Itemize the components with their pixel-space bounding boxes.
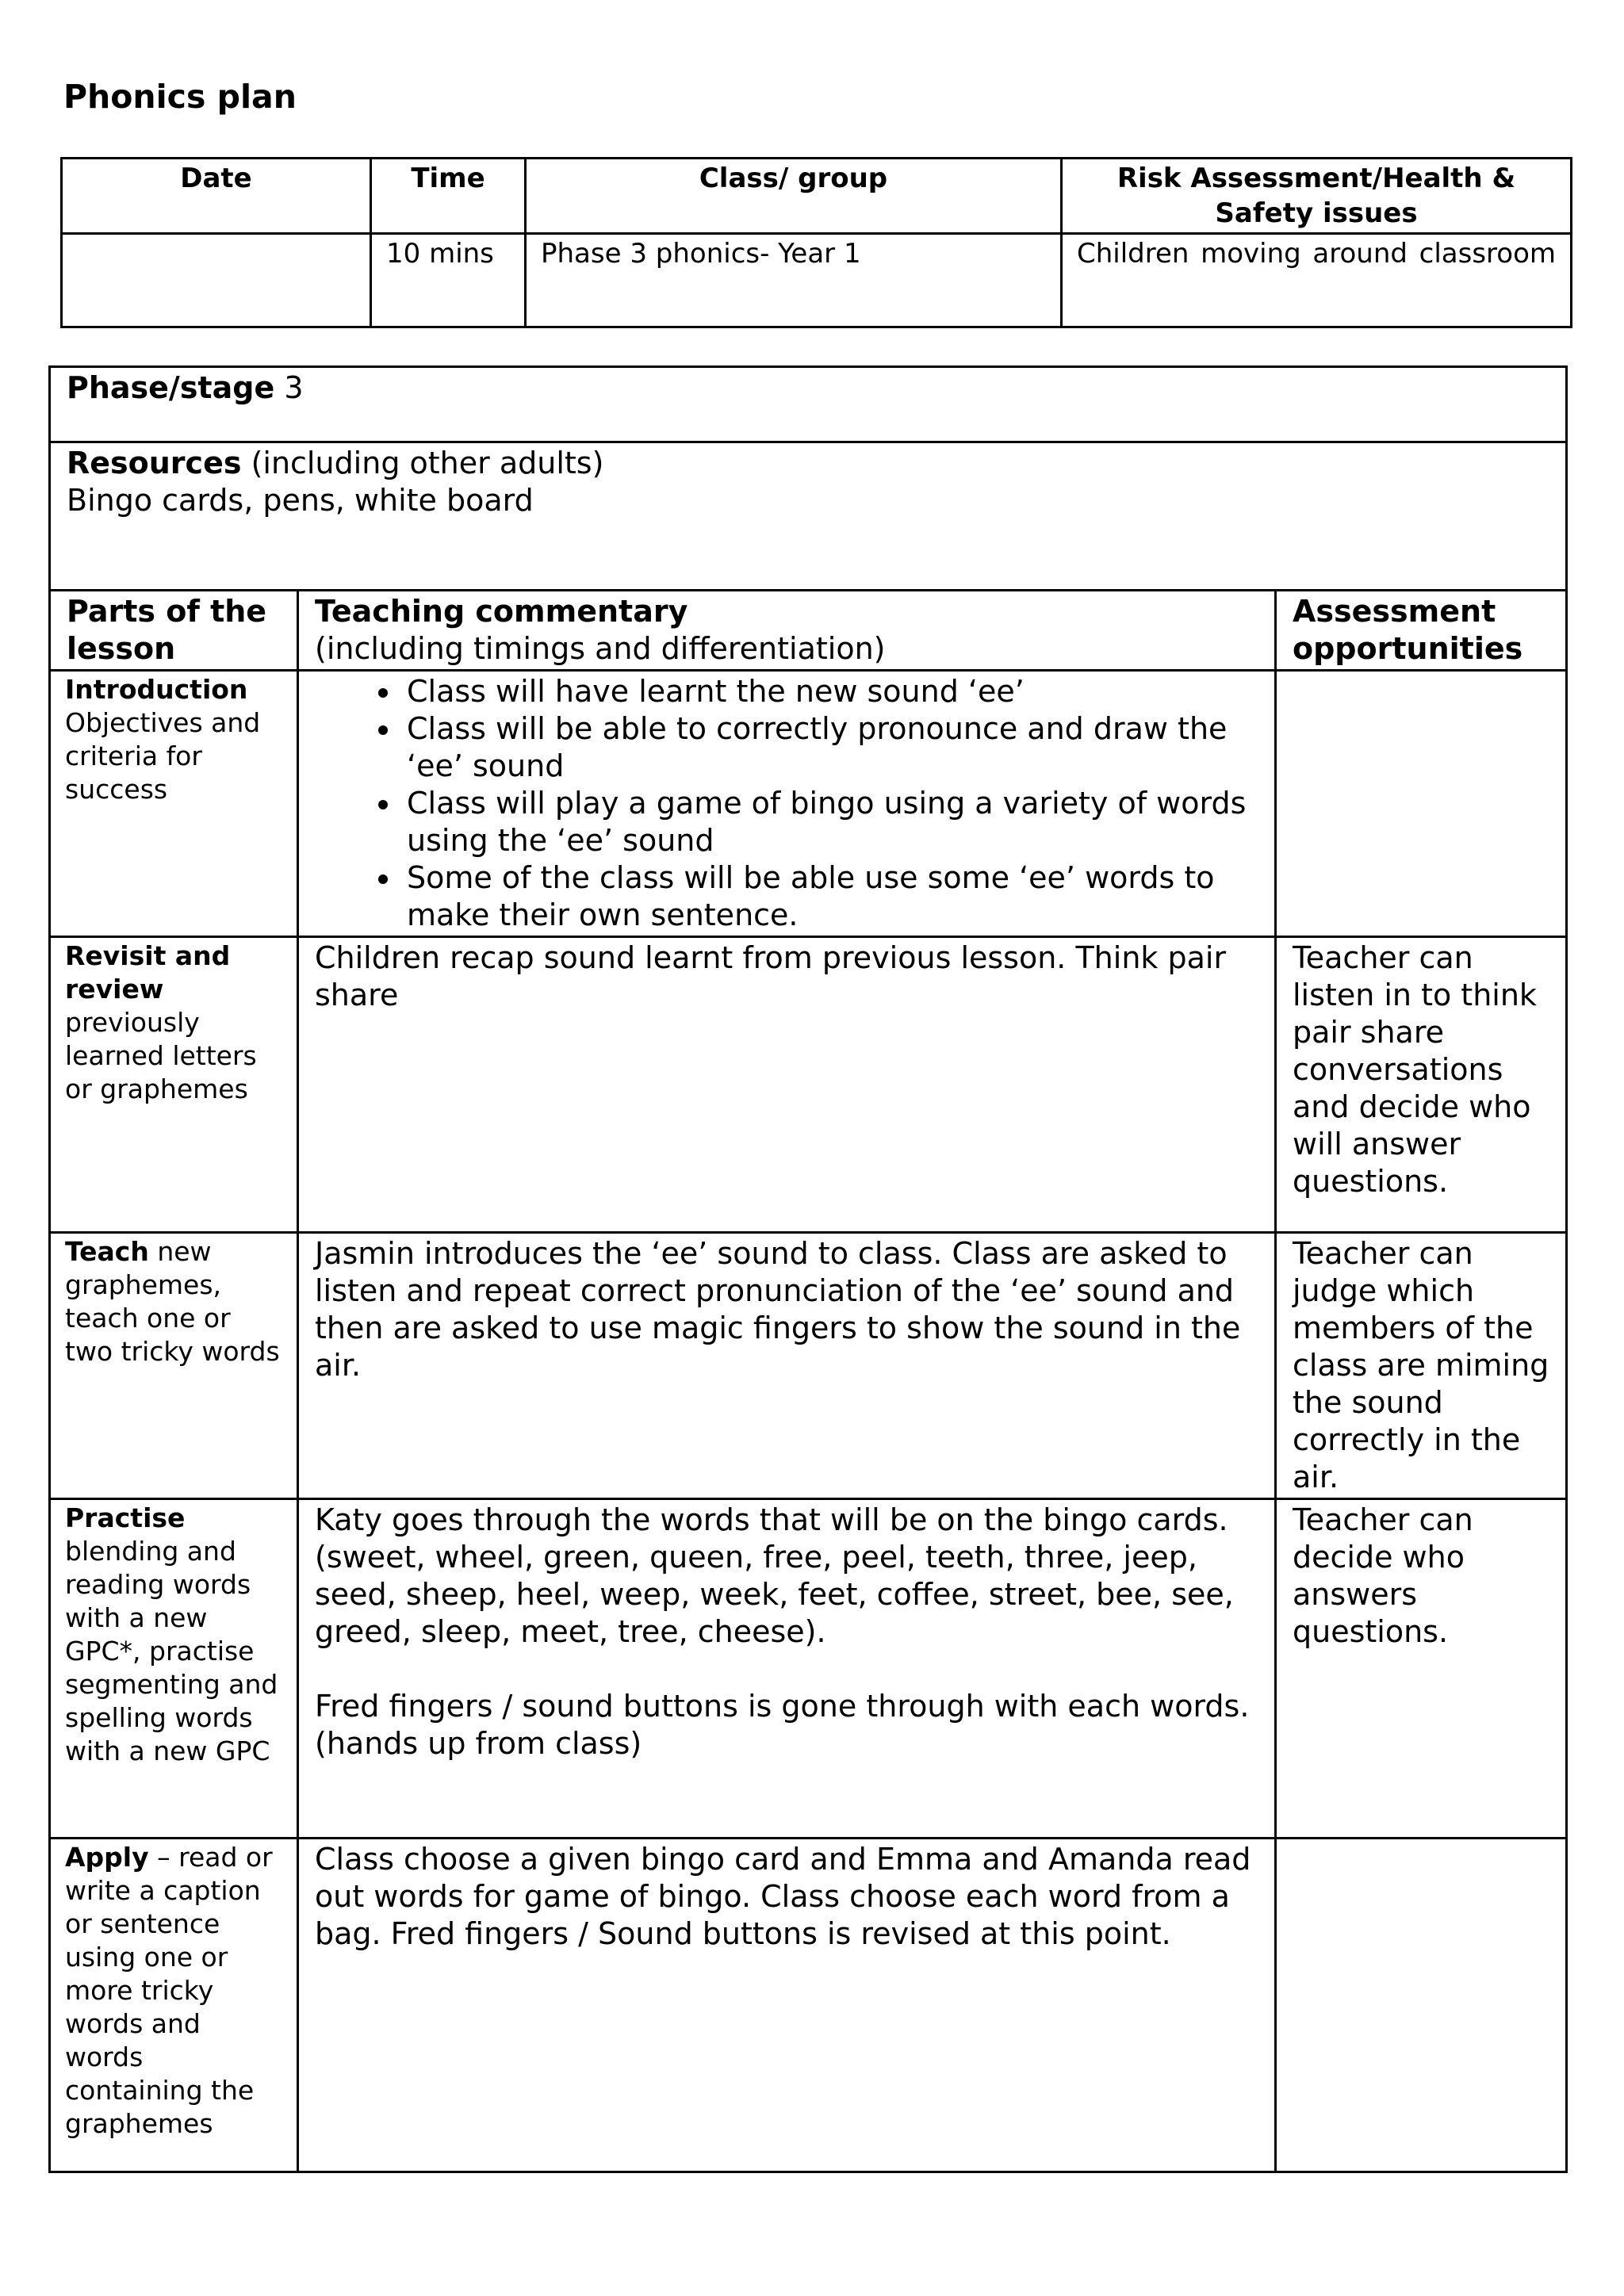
col-parts-header: Parts of the lesson <box>50 591 298 671</box>
list-item: • Class will play a game of bingo using a variety of words using the ‘ee’ sound <box>402 785 1258 859</box>
col-teaching-header <box>298 591 1276 671</box>
part-bold: Apply <box>65 1842 149 1873</box>
resources-value: Bingo cards, pens, white board <box>67 483 534 518</box>
list-item: • Class will have learnt the new sound ‘ee’ <box>402 673 1258 710</box>
row-teach <box>50 1233 1567 1499</box>
part-teach <box>50 1233 298 1499</box>
resources-note: (including other adults) <box>251 446 604 480</box>
objectives-list <box>315 673 1258 934</box>
assessment-apply <box>1276 1839 1567 2172</box>
part-desc: blending and reading words with a new GPC*, practise segmenting and spelling words with a new GPC <box>65 1536 278 1766</box>
teaching-practise <box>298 1499 1276 1839</box>
part-desc: previously learned letters or graphemes <box>65 1007 257 1104</box>
part-apply <box>50 1839 298 2172</box>
part-desc: Objectives and criteria for success <box>65 707 261 805</box>
column-header-row <box>50 591 1567 671</box>
teaching-revisit: Children recap sound learnt from previous lesson. Think pair share <box>298 937 1276 1233</box>
row-revisit <box>50 937 1567 1233</box>
value-date <box>62 234 371 327</box>
teaching-teach: Jasmin introduces the ‘ee’ sound to class. Class are asked to listen and repeat correct pronunciation of the ‘ee’ sound and then are asked to use magic fingers to show the sound in the air. <box>298 1233 1276 1499</box>
header-time: Time <box>371 159 526 234</box>
header-risk-assessment: Risk Assessment/Health & Safety issues <box>1062 159 1572 234</box>
resources-label: Resources <box>67 446 242 480</box>
part-bold: Teach <box>65 1236 149 1267</box>
assessment-revisit: Teacher can listen in to think pair share conversations and decide who will answer questions. <box>1276 937 1567 1233</box>
info-header-row <box>62 159 1572 234</box>
page-title: Phonics plan <box>63 78 297 116</box>
header-date: Date <box>62 159 371 234</box>
teaching-header-note: (including timings and differentiation) <box>315 631 886 666</box>
part-desc: – read or write a caption or sentence using one or more tricky words and words containing the graphemes <box>65 1842 273 2139</box>
value-risk-assessment: Children moving around classroom <box>1062 234 1572 327</box>
resources-row <box>50 442 1567 591</box>
info-table <box>60 157 1572 328</box>
teaching-paragraph: Fred fingers / sound buttons is gone through with each words. (hands up from class) <box>315 1689 1250 1761</box>
header-class-group: Class/ group <box>526 159 1062 234</box>
teaching-paragraph: Katy goes through the words that will be on the bingo cards. (sweet, wheel, green, queen, free, peel, teeth, three, jeep, seed, sheep, heel, weep, week, feet, coffee, street, bee, see, greed, sleep, meet, tree, cheese). <box>315 1502 1234 1649</box>
info-value-row <box>62 234 1572 327</box>
col-assessment-header: Assessment opportunities <box>1276 591 1567 671</box>
value-time: 10 mins <box>371 234 526 327</box>
list-item: • Class will be able to correctly pronounce and draw the ‘ee’ sound <box>402 710 1258 785</box>
row-introduction <box>50 671 1567 937</box>
part-bold: Introduction <box>65 674 248 705</box>
row-practise <box>50 1499 1567 1839</box>
teaching-header-label: Teaching commentary <box>315 594 688 629</box>
part-introduction <box>50 671 298 937</box>
phase-row <box>50 367 1567 442</box>
value-class-group: Phase 3 phonics- Year 1 <box>526 234 1062 327</box>
part-revisit <box>50 937 298 1233</box>
assessment-teach: Teacher can judge which members of the class are miming the sound correctly in the air. <box>1276 1233 1567 1499</box>
part-bold: Practise <box>65 1502 186 1533</box>
teaching-introduction <box>298 671 1276 937</box>
row-apply <box>50 1839 1567 2172</box>
part-desc: new graphemes, teach one or two tricky words <box>65 1236 280 1367</box>
teaching-apply: Class choose a given bingo card and Emma and Amanda read out words for game of bingo. Class choose each word from a bag. Fred fingers / Sound buttons is revised at this point. <box>298 1839 1276 2172</box>
resources-cell <box>50 442 1567 591</box>
assessment-practise: Teacher can decide who answers questions. <box>1276 1499 1567 1839</box>
phase-label: Phase/stage <box>67 370 275 405</box>
assessment-introduction <box>1276 671 1567 937</box>
phase-value: 3 <box>284 370 304 405</box>
part-practise <box>50 1499 298 1839</box>
part-bold: Revisit and review <box>65 940 231 1004</box>
phase-cell <box>50 367 1567 442</box>
lesson-plan-table <box>48 365 1568 2173</box>
list-item: • Some of the class will be able use some ‘ee’ words to make their own sentence. <box>402 859 1258 934</box>
